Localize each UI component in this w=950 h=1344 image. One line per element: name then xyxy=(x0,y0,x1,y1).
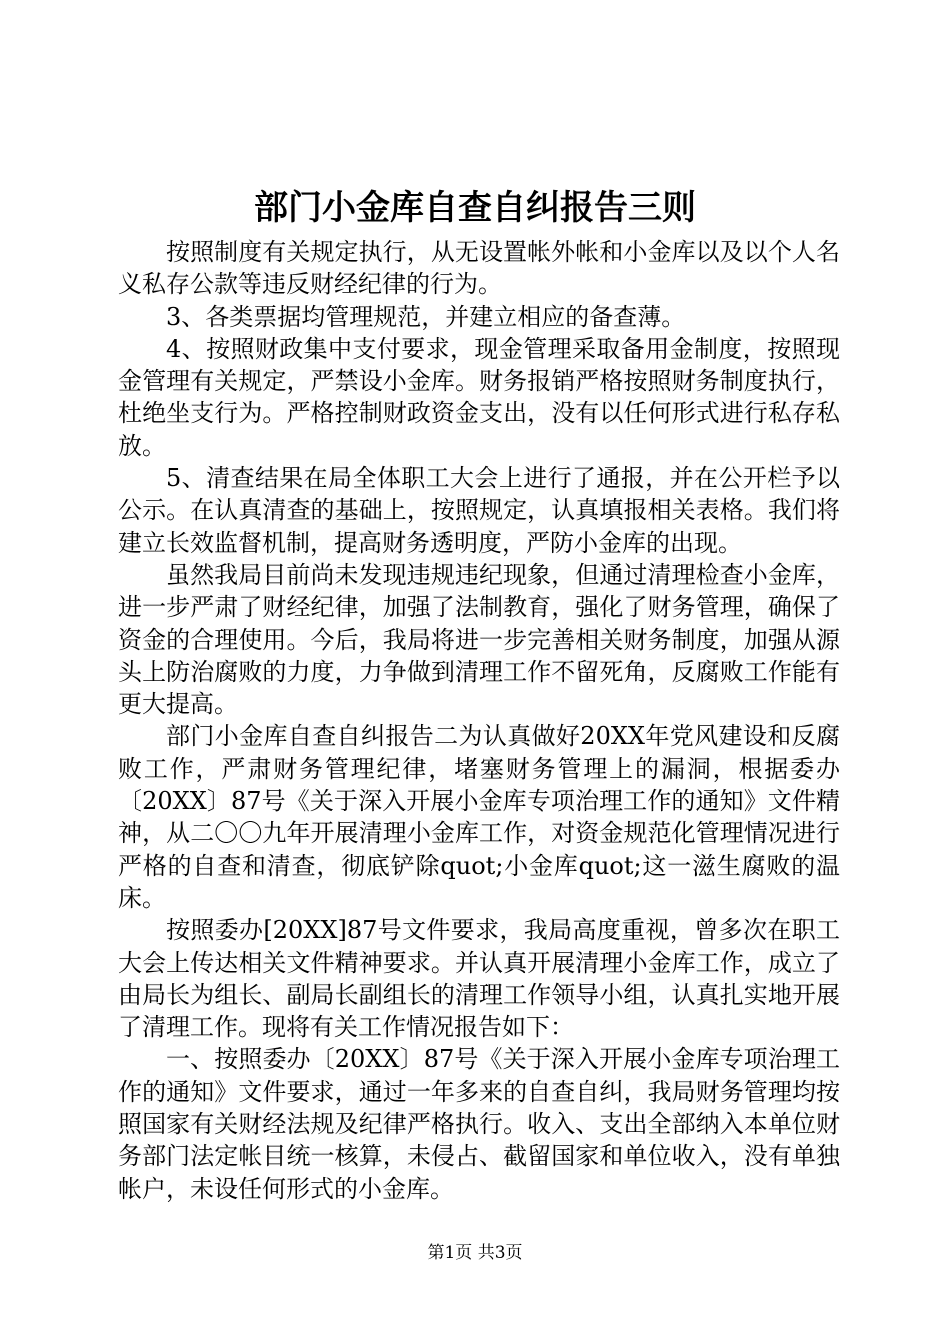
document-title: 部门小金库自查自纠报告三则 xyxy=(254,188,696,228)
paragraph: 4、按照财政集中支付要求，现金管理采取备用金制度，按照现金管理有关规定，严禁设小金库。财务报销严格按照财务制度执行，杜绝坐支行为。严格控制财政资金支出，没有以任何形式进行私存私放。 xyxy=(118,334,840,460)
page-footer: 第1页 共3页 xyxy=(427,1243,523,1263)
paragraph: 5、清查结果在局全体职工大会上进行了通报，并在公开栏予以公示。在认真清查的基础上，按照规定，认真填报相关表格。我们将建立长效监督机制，提高财务透明度，严防小金库的出现。 xyxy=(118,464,840,557)
paragraph: 按照制度有关规定执行，从无设置帐外帐和小金库以及以个人名义私存公款等违反财经纪律的行为。 xyxy=(118,238,840,299)
paragraph: 3、各类票据均管理规范，并建立相应的备查薄。 xyxy=(166,302,686,331)
paragraph: 一、按照委办〔20XX〕87号《关于深入开展小金库专项治理工作的通知》文件要求，通过一年多来的自查自纠，我局财务管理均按照国家有关财经法规及纪律严格执行。收入、支出全部纳入本单位财务部门法定帐目统一核算，未侵占、截留国家和单位收入，没有单独帐户，未设任何形式的小金库。 xyxy=(118,1045,840,1203)
document-body xyxy=(118,236,840,1205)
paragraph: 按照委办[20XX]87号文件要求，我局高度重视，曾多次在职工大会上传达相关文件精神要求。并认真开展清理小金库工作，成立了由局长为组长、副局长副组长的清理工作领导小组，认真扎实地开展了清理工作。现将有关工作情况报告如下： xyxy=(118,916,840,1042)
paragraph: 虽然我局目前尚未发现违规违纪现象，但通过清理检查小金库，进一步严肃了财经纪律，加强了法制教育，强化了财务管理，确保了资金的合理使用。今后，我局将进一步完善相关财务制度，加强从源头上防治腐败的力度，力争做到清理工作不留死角，反腐败工作能有更大提高。 xyxy=(118,560,840,719)
paragraph: 部门小金库自查自纠报告二为认真做好20XX年党风建设和反腐败工作，严肃财务管理纪律，堵塞财务管理上的漏洞，根据委办〔20XX〕87号《关于深入开展小金库专项治理工作的通知》文件精神，从二〇〇九年开展清理小金库工作，对资金规范化管理情况进行严格的自查和清查，彻底铲除quot;小金库quot;这一滋生腐败的温床。 xyxy=(118,722,840,912)
